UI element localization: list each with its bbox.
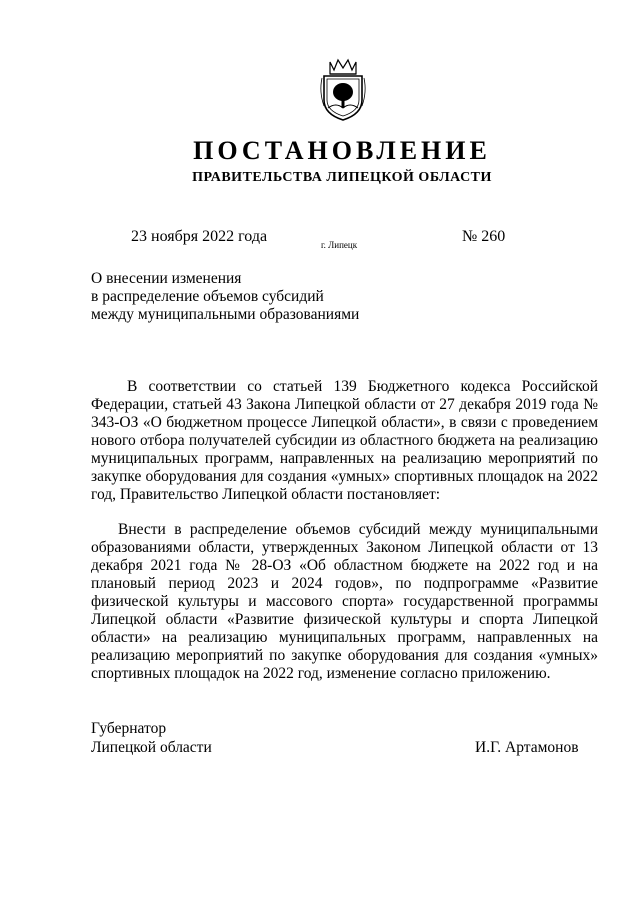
document-number: № 260 bbox=[462, 228, 506, 245]
body-paragraph-2: Внести в распределение объемов субсидий между муниципальными образованиями области, утвержденных Законом Липецкой области от 13 декабря 2021 года № 28-ОЗ «Об областном бюджете на 2022 год и на плановый период 2023 и 2024 годов», по подпрограмме «Развитие физической культуры и массового спорта» государственной программы Липецкой области «Развитие физической культуры и спорта Липецкой области» на реализацию муниципальных программ, направленных на реализацию мероприятий по закупке оборудования для создания «умных» спортивных площадок на 2022 год, изменение согласно приложению. bbox=[91, 521, 598, 682]
subject-line: в распределение объемов субсидий bbox=[91, 288, 324, 305]
signature-position-line: Губернатор bbox=[91, 720, 167, 737]
document-subject bbox=[91, 270, 359, 324]
document-date: 23 ноября 2022 года bbox=[131, 228, 268, 245]
coat-of-arms-icon bbox=[318, 58, 368, 122]
subject-line: О внесении изменения bbox=[91, 270, 242, 287]
document-title: ПОСТАНОВЛЕНИЕ bbox=[193, 136, 491, 165]
body-paragraph-1: В соответствии со статьей 139 Бюджетного кодекса Российской Федерации, статьей 43 Закона Липецкой области от 27 декабря 2019 года № 343-ОЗ «О бюджетном процессе Липецкой области», в связи с проведением нового отбора получателей субсидии из областного бюджета на реализацию муниципальных программ, направленных на реализацию мероприятий по закупке оборудования для создания «умных» спортивных площадок на 2022 год, Правительство Липецкой области постановляет: bbox=[91, 378, 598, 503]
document-subtitle: ПРАВИТЕЛЬСТВА ЛИПЕЦКОЙ ОБЛАСТИ bbox=[192, 170, 492, 185]
signature-position-line: Липецкой области bbox=[91, 739, 212, 756]
signature-name: И.Г. Артамонов bbox=[475, 739, 579, 756]
signature-position bbox=[91, 719, 212, 757]
document-city: г. Липецк bbox=[321, 240, 358, 250]
subject-line: между муниципальными образованиями bbox=[91, 306, 360, 323]
